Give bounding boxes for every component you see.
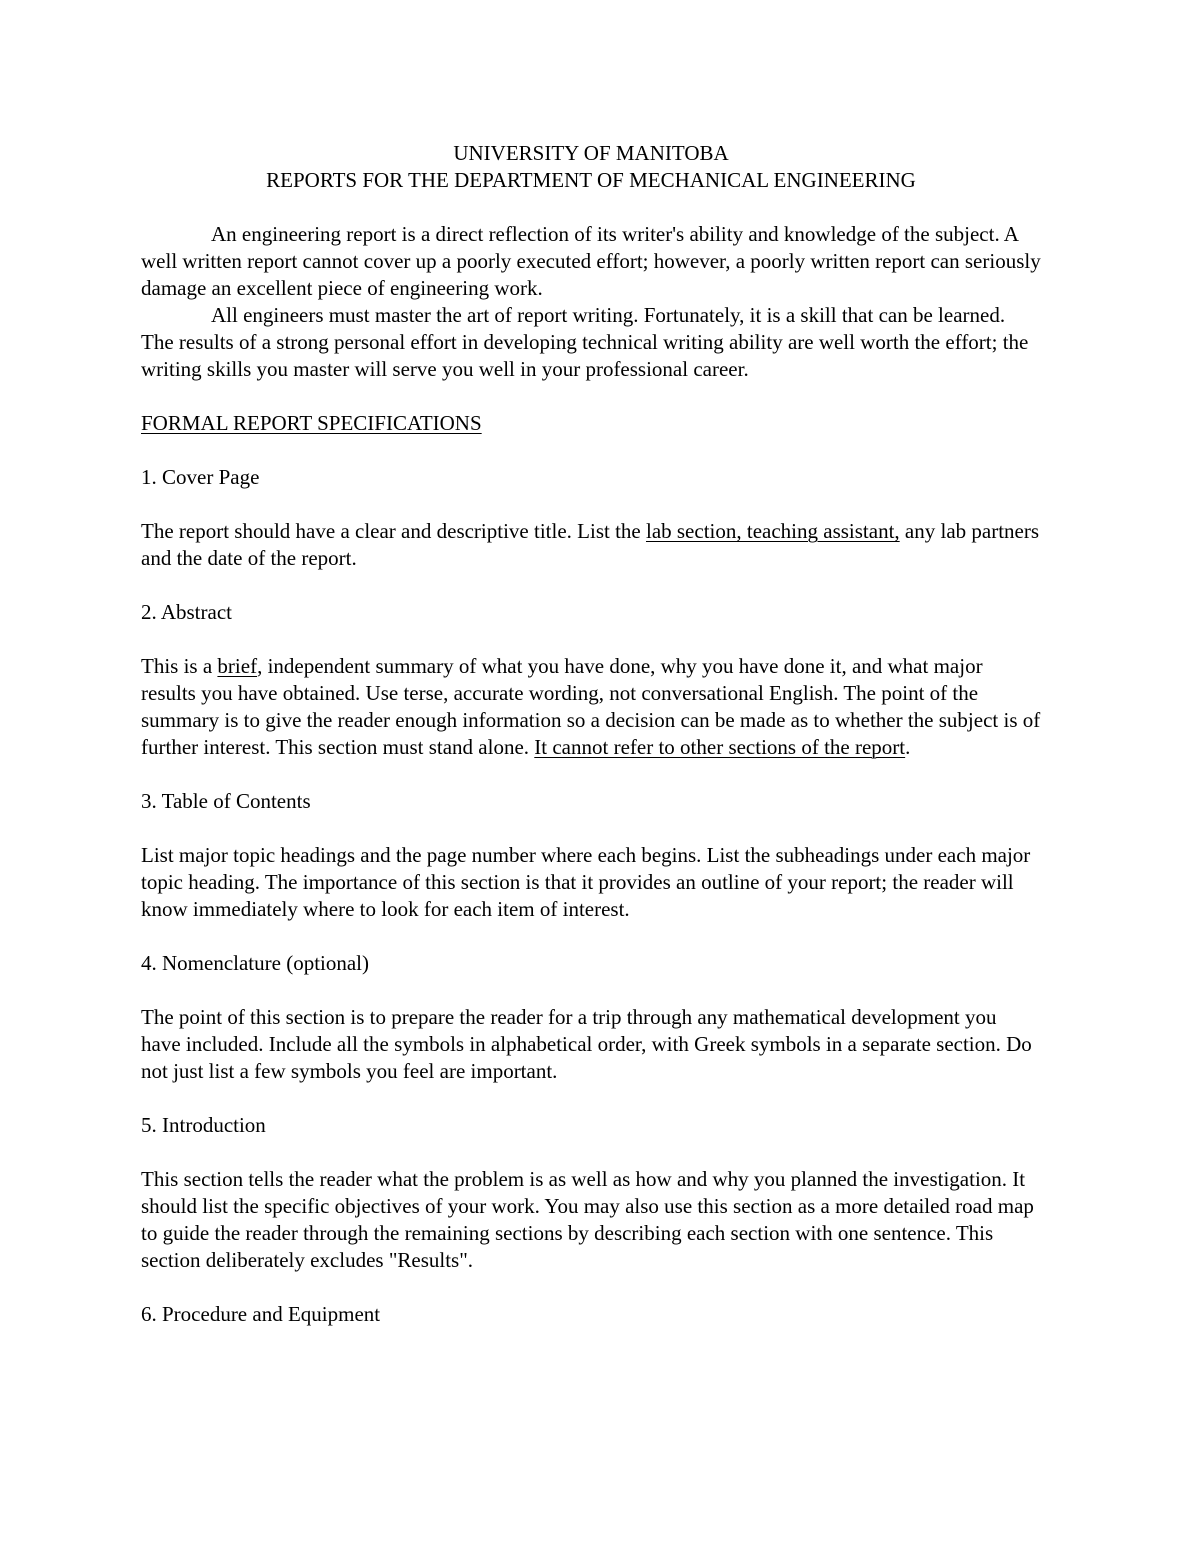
introduction-heading: 5. Introduction [141, 1113, 266, 1137]
document-title: REPORTS FOR THE DEPARTMENT OF MECHANICAL ENGINEERING [266, 168, 916, 192]
procedure-heading: 6. Procedure and Equipment [141, 1302, 381, 1326]
abstract-body [141, 653, 1041, 761]
cover-text-1: The report should have a clear and descriptive title. List the [141, 519, 646, 543]
abstract-text-1: This is a [141, 654, 218, 678]
toc-body: List major topic headings and the page number where each begins. List the subheadings under each major topic heading. The importance of this section is that it provides an outline of your report; the reader will know immediately where to look for each item of interest. [141, 843, 1031, 921]
cover-text-2: any lab partners and the date of the report. [141, 519, 1040, 570]
abstract-text-2: , independent summary of what you have done, why you have done it, and what major results you have obtained. Use terse, accurate wording, not conversational English. The point of the summary is to give the reader enough information so a decision can be made as to whether the subject is of further interest. This section must stand alone. [141, 654, 1041, 759]
introduction-body: This section tells the reader what the problem is as well as how and why you planned the investigation. It should list the specific objectives of your work. You may also use this section as a more detailed road map to guide the reader through the remaining sections by describing each section with one sentence. This section deliberately excludes "Results". [141, 1167, 1034, 1272]
abstract-heading: 2. Abstract [141, 600, 232, 624]
abstract-text-3: . [905, 735, 911, 759]
nomenclature-heading: 4. Nomenclature (optional) [141, 951, 370, 975]
toc-heading: 3. Table of Contents [141, 789, 311, 813]
nomenclature-body: The point of this section is to prepare the reader for a trip through any mathematical development you have included. Include all the symbols in alphabetical order, with Greek symbols in a separate section. Do not just list a few symbols you feel are important. [141, 1005, 1032, 1083]
cover-page-body [141, 518, 1041, 572]
university-title: UNIVERSITY OF MANITOBA [453, 141, 729, 165]
abstract-underlined-note: It cannot refer to other sections of the report [534, 735, 906, 759]
intro-paragraph-2: All engineers must master the art of report writing. Fortunately, it is a skill that can be learned. The results of a strong personal effort in developing technical writing ability are well worth the effort; the writing skills you master will serve you well in your professional career. [141, 303, 1029, 381]
abstract-underlined-brief: brief [217, 654, 258, 678]
spec-heading: FORMAL REPORT SPECIFICATIONS [141, 411, 482, 435]
document-page [141, 140, 1041, 1328]
intro-paragraph-1: An engineering report is a direct reflection of its writer's ability and knowledge of the subject. A well written report cannot cover up a poorly executed effort; however, a poorly written report can seriously damage an excellent piece of engineering work. [141, 222, 1041, 300]
cover-underlined-text: lab section, teaching assistant, [645, 519, 900, 543]
cover-page-heading: 1. Cover Page [141, 465, 260, 489]
